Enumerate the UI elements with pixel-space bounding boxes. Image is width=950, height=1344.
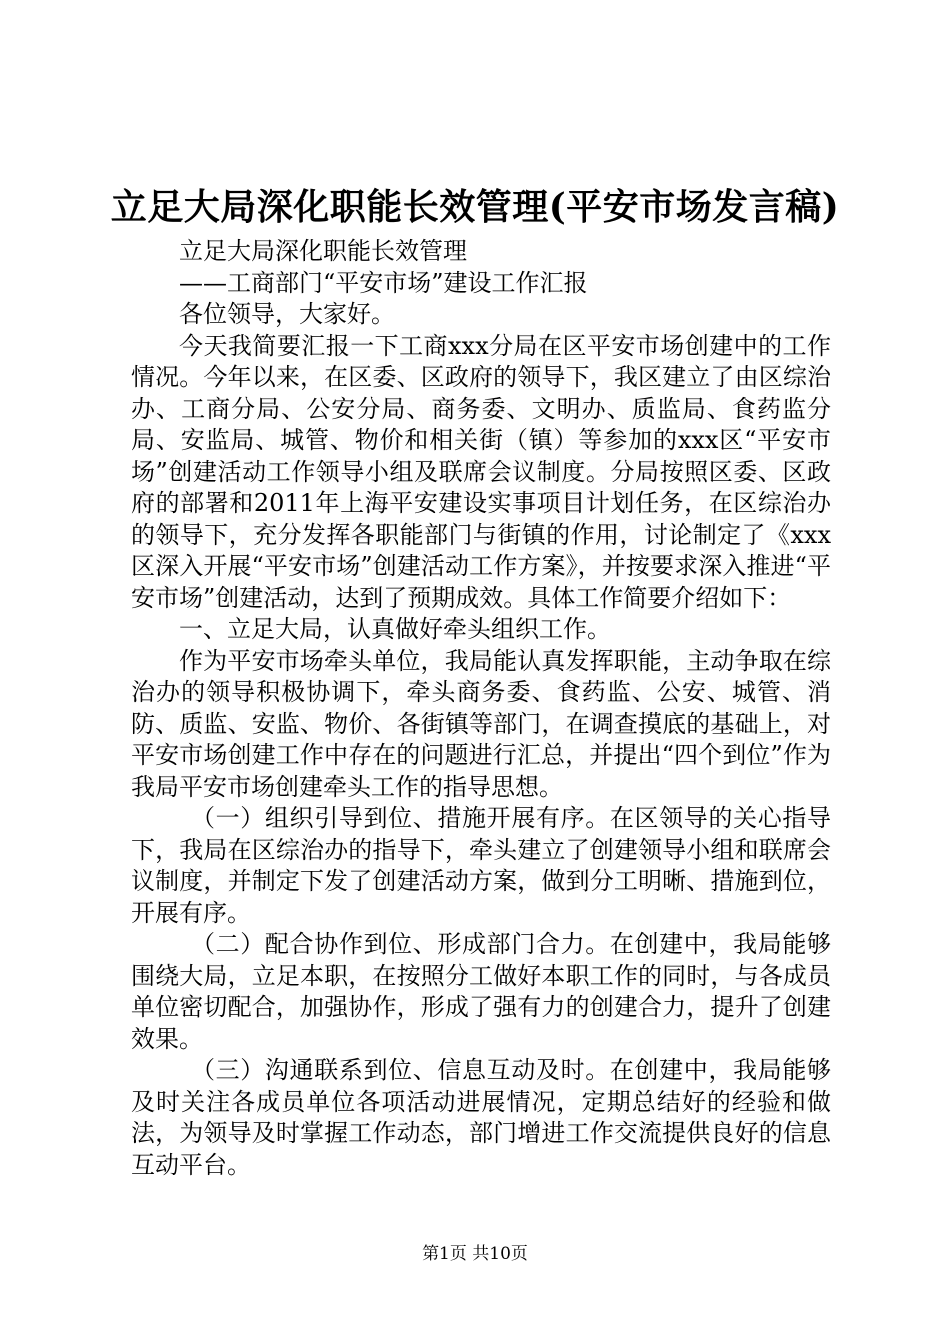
page-number-footer: 第1页 共10页 [422, 1244, 528, 1264]
body-paragraph: 作为平安市场牵头单位，我局能认真发挥职能，主动争取在综治办的领导积极协调下，牵头商务委、食药监、公安、城管、消防、质监、安监、物价、各街镇等部门，在调查摸底的基础上，对平安市场创建工作中存在的问题进行汇总，并提出“四个到位”作为我局平安市场创建牵头工作的指导思想。 [131, 646, 831, 801]
subtitle-line: 立足大局深化职能长效管理 [179, 237, 467, 265]
intro-paragraph: 今天我简要汇报一下工商xxx分局在区平安市场创建中的工作情况。今年以来，在区委、区政府的领导下，我区建立了由区综治办、工商分局、公安分局、商务委、文明办、质监局、食药监分局、安监局、城管、物价和相关街（镇）等参加的xxx区“平安市场”创建活动工作领导小组及联席会议制度。分局按照区委、区政府的部署和2011年上海平安建设实事项目计划任务，在区综治办的领导下，充分发挥各职能部门与街镇的作用，讨论制定了《xxx区深入开展“平安市场”创建活动工作方案》，并按要求深入推进“平安市场”创建活动，达到了预期成效。具体工作简要介绍如下： [131, 331, 831, 612]
sub-item-2: （二）配合协作到位、形成部门合力。在创建中，我局能够围绕大局，立足本职，在按照分工做好本职工作的同时，与各成员单位密切配合，加强协作，形成了强有力的创建合力，提升了创建效果。 [131, 930, 831, 1053]
report-subtitle: ——工商部门“平安市场”建设工作汇报 [179, 268, 588, 297]
greeting: 各位领导，大家好。 [179, 300, 395, 328]
sub-item-3: （三）沟通联系到位、信息互动及时。在创建中，我局能够及时关注各成员单位各项活动进展情况，定期总结好的经验和做法，为领导及时掌握工作动态，部门增进工作交流提供良好的信息互动平台。 [131, 1056, 831, 1179]
section-heading: 一、立足大局，认真做好牵头组织工作。 [179, 615, 611, 643]
document-title: 立足大局深化职能长效管理(平安市场发言稿) [110, 186, 840, 228]
document-body [131, 236, 831, 1181]
sub-item-1: （一）组织引导到位、措施开展有序。在区领导的关心指导下，我局在区综治办的指导下，牵头建立了创建领导小组和联席会议制度，并制定下发了创建活动方案，做到分工明晰、措施到位，开展有序。 [131, 804, 831, 927]
